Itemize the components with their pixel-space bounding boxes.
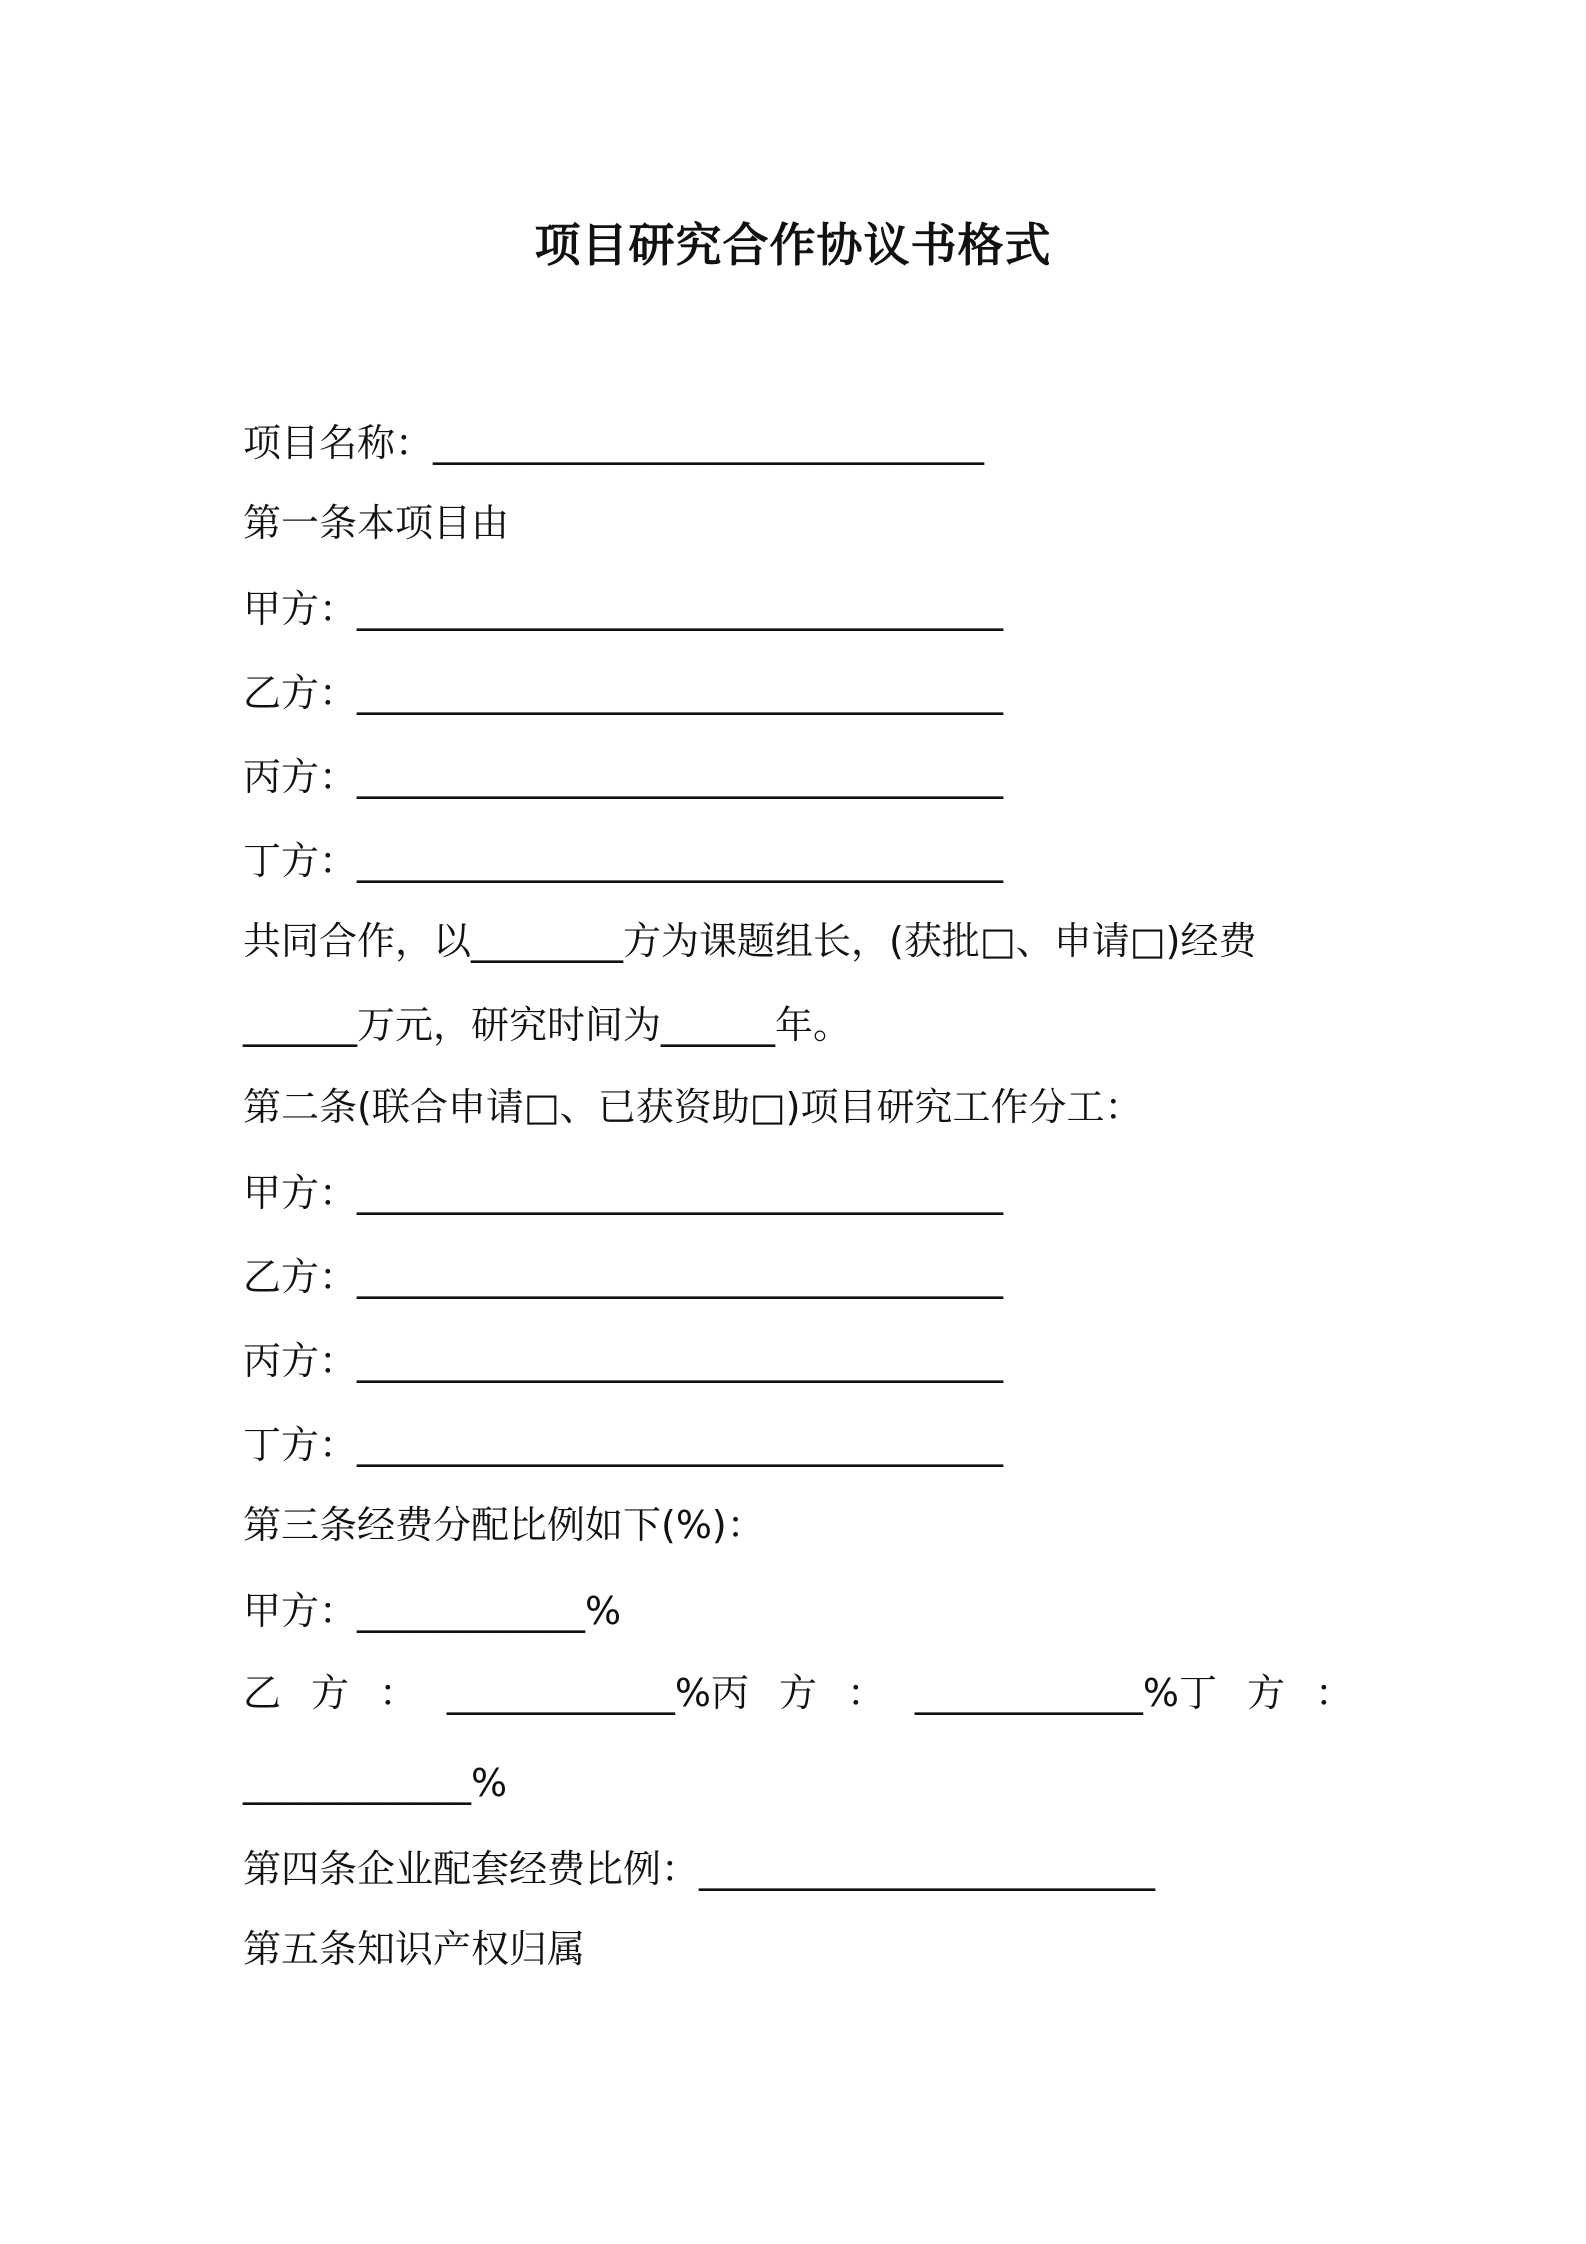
- article-3-party-d-ratio: ____________%: [243, 1761, 508, 1805]
- article-1-party-c-line: 丙方：__________________________________: [243, 755, 1004, 799]
- article-1-party-b-line: 乙方：__________________________________: [243, 671, 1004, 715]
- ratio-part: 方: [778, 1671, 817, 1715]
- article-4-line: 第四条企业配套经费比例：________________________: [243, 1847, 1156, 1891]
- article-2-party-a-line: 甲方：__________________________________: [243, 1171, 1004, 1215]
- article-5-heading: 第五条知识产权归属: [243, 1927, 586, 1971]
- article-1-party-a-line: 甲方：__________________________________: [243, 587, 1004, 631]
- article-2-party-c-line: 丙方：__________________________________: [243, 1339, 1004, 1383]
- ratio-part: ：: [1314, 1671, 1353, 1715]
- article-3-party-a-ratio: 甲方：____________%: [243, 1589, 622, 1633]
- ratio-part: ____________%丁: [914, 1671, 1218, 1715]
- article-1-heading: 第一条本项目由: [243, 501, 510, 545]
- ratio-part: 乙: [243, 1671, 282, 1715]
- ratio-part: 方: [1246, 1671, 1285, 1715]
- ratio-part: 方: [310, 1671, 349, 1715]
- article-3-party-bcd-ratios: [243, 1665, 1353, 1721]
- article-1-party-d-line: 丁方：__________________________________: [243, 839, 1004, 883]
- ratio-part: ：: [846, 1671, 885, 1715]
- article-3-heading: 第三条经费分配比例如下(%)：: [243, 1503, 765, 1547]
- funding-duration-line: ______万元，研究时间为______年。: [243, 1003, 852, 1047]
- ratio-part: ____________%丙: [446, 1671, 750, 1715]
- document-title: 项目研究合作协议书格式: [534, 218, 1052, 272]
- article-2-heading: 第二条(联合申请□、已获资助□)项目研究工作分工：: [243, 1085, 1143, 1129]
- ratio-part: ：: [378, 1671, 417, 1715]
- article-2-party-d-line: 丁方：__________________________________: [243, 1423, 1004, 1467]
- article-2-party-b-line: 乙方：__________________________________: [243, 1255, 1004, 1299]
- cooperation-line: 共同合作，以________方为课题组长，(获批□、申请□)经费: [243, 919, 1257, 963]
- project-name-line: 项目名称：_____________________________: [243, 421, 985, 465]
